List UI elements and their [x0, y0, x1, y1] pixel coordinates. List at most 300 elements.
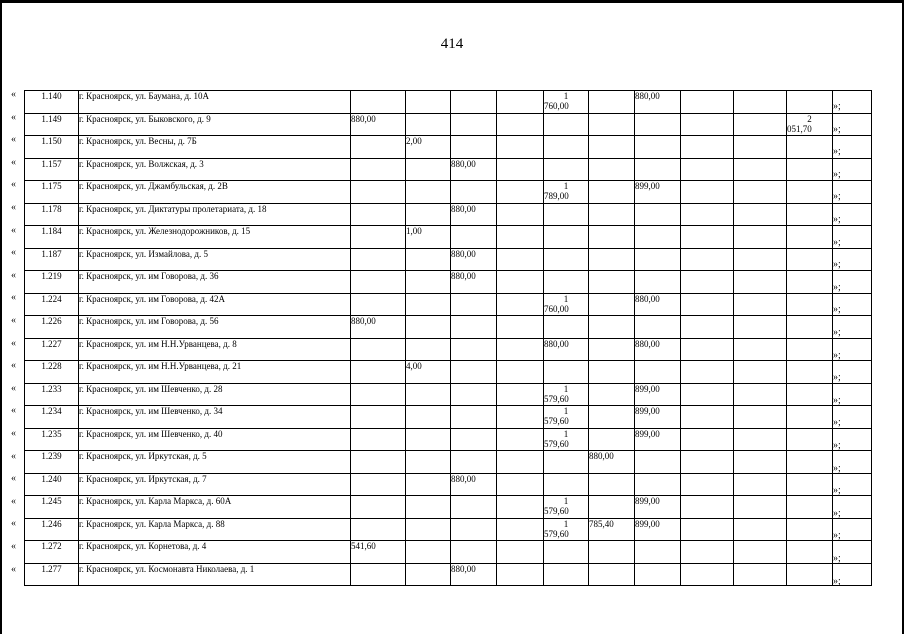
- table-row: [25, 473, 872, 496]
- value-cell-9: [734, 248, 787, 271]
- value-cell-7: [635, 541, 681, 564]
- value-cell-7: [635, 473, 681, 496]
- row-code: 1.277: [25, 563, 79, 586]
- value-cell-2: [406, 518, 451, 541]
- value-cell-2: [406, 496, 451, 519]
- table-row: [25, 518, 872, 541]
- table-row: [25, 361, 872, 384]
- table-row: [25, 451, 872, 474]
- value-cell-6: [589, 316, 635, 339]
- value-cell-2: [406, 451, 451, 474]
- value-cell-8: [681, 428, 734, 451]
- row-code: 1.228: [25, 361, 79, 384]
- value-cell-6: [589, 271, 635, 294]
- value-cell-10: [787, 316, 833, 339]
- value-cell-6: [589, 541, 635, 564]
- table-row: [25, 541, 872, 564]
- value-cell-7: [635, 316, 681, 339]
- value-cell-5: [544, 451, 589, 474]
- row-end-mark: »;: [833, 259, 841, 271]
- value-cell-7: 899,00: [635, 406, 681, 429]
- row-code: 1.184: [25, 226, 79, 249]
- value-cell-1: 880,00: [351, 113, 406, 136]
- value-cell-6: [589, 113, 635, 136]
- row-address: г. Красноярск, ул. им Н.Н.Урванцева, д. 8: [79, 338, 351, 361]
- value-cell-5: [544, 271, 589, 294]
- value-cell-3: [451, 383, 497, 406]
- value-cell-9: [734, 383, 787, 406]
- value-cell-7: 899,00: [635, 518, 681, 541]
- value-cell-1: [351, 518, 406, 541]
- value-cell-8: [681, 271, 734, 294]
- value-cell-10: [787, 383, 833, 406]
- value-cell-5: [544, 563, 589, 586]
- value-cell-8: [681, 473, 734, 496]
- row-end-mark: »;: [833, 462, 841, 474]
- value-cell-1: [351, 226, 406, 249]
- row-end-mark: »;: [833, 372, 841, 384]
- value-cell-1: [351, 338, 406, 361]
- tariff-table: [24, 90, 872, 586]
- value-cell-4: [497, 338, 544, 361]
- value-cell-2: [406, 383, 451, 406]
- open-quote-mark: «: [11, 495, 16, 507]
- value-cell-6: [589, 158, 635, 181]
- row-code: 1.149: [25, 113, 79, 136]
- open-quote-mark: «: [11, 382, 16, 394]
- value-cell-1: [351, 563, 406, 586]
- value-cell-2: [406, 338, 451, 361]
- open-quote-mark: «: [11, 315, 16, 326]
- value-cell-1: [351, 428, 406, 451]
- value-cell-7: 899,00: [635, 496, 681, 519]
- value-cell-4: [497, 226, 544, 249]
- value-cell-8: [681, 451, 734, 474]
- value-cell-3: 880,00: [451, 203, 497, 226]
- value-cell-7: 899,00: [635, 428, 681, 451]
- value-cell-9: [734, 406, 787, 429]
- value-cell-5: [544, 226, 589, 249]
- open-quote-mark: «: [11, 541, 16, 552]
- value-cell-7: [635, 136, 681, 159]
- open-quote-mark: «: [11, 292, 16, 304]
- value-cell-10: [787, 361, 833, 384]
- value-cell-7: 880,00: [635, 293, 681, 316]
- value-cell-9: [734, 518, 787, 541]
- value-cell-9: [734, 203, 787, 226]
- value-cell-2: 4,00: [406, 361, 451, 384]
- value-cell-8: [681, 383, 734, 406]
- value-cell-2: [406, 563, 451, 586]
- value-cell-6: [589, 496, 635, 519]
- value-cell-1: [351, 181, 406, 204]
- value-cell-7: [635, 203, 681, 226]
- value-cell-5: 1 760,00: [544, 293, 589, 316]
- row-address: г. Красноярск, ул. Измайлова, д. 5: [79, 248, 351, 271]
- value-cell-4: [497, 451, 544, 474]
- table-row: [25, 113, 872, 136]
- open-quote-mark: «: [11, 247, 16, 259]
- page-top-border: [0, 0, 904, 3]
- table-row: [25, 271, 872, 294]
- value-cell-4: [497, 293, 544, 316]
- value-cell-6: [589, 226, 635, 249]
- value-cell-8: [681, 541, 734, 564]
- value-cell-4: [497, 361, 544, 384]
- table-row: [25, 248, 872, 271]
- value-cell-4: [497, 91, 544, 114]
- row-code: 1.224: [25, 293, 79, 316]
- open-quote-mark: «: [11, 156, 16, 168]
- value-cell-6: [589, 473, 635, 496]
- value-cell-3: 880,00: [451, 473, 497, 496]
- row-address: г. Красноярск, ул. Железнодорожников, д. 15: [79, 226, 351, 249]
- value-cell-3: [451, 496, 497, 519]
- row-code: 1.246: [25, 518, 79, 541]
- value-cell-1: 880,00: [351, 316, 406, 339]
- value-cell-2: [406, 248, 451, 271]
- row-end-mark: »;: [833, 507, 841, 519]
- value-cell-5: [544, 113, 589, 136]
- value-cell-3: [451, 361, 497, 384]
- value-cell-8: [681, 113, 734, 136]
- row-code: 1.178: [25, 203, 79, 226]
- value-cell-9: [734, 563, 787, 586]
- value-cell-7: 880,00: [635, 91, 681, 114]
- value-cell-10: [787, 293, 833, 316]
- value-cell-8: [681, 91, 734, 114]
- value-cell-4: [497, 541, 544, 564]
- value-cell-5: 1 579,60: [544, 496, 589, 519]
- value-cell-10: [787, 451, 833, 474]
- value-cell-4: [497, 406, 544, 429]
- value-cell-4: [497, 181, 544, 204]
- value-cell-4: [497, 383, 544, 406]
- value-cell-6: [589, 203, 635, 226]
- row-end-mark: »;: [833, 575, 841, 587]
- value-cell-3: [451, 136, 497, 159]
- open-quote-mark: «: [11, 360, 16, 372]
- value-cell-4: [497, 316, 544, 339]
- value-cell-3: [451, 293, 497, 316]
- value-cell-4: [497, 203, 544, 226]
- open-quote-mark: «: [11, 111, 16, 123]
- value-cell-2: 1,00: [406, 226, 451, 249]
- value-cell-7: [635, 271, 681, 294]
- row-end-mark: »;: [833, 553, 841, 564]
- value-cell-5: [544, 203, 589, 226]
- row-address: г. Красноярск, ул. Иркутская, д. 7: [79, 473, 351, 496]
- row-end-mark: »;: [833, 485, 841, 497]
- page-number: 414: [440, 36, 464, 52]
- value-cell-5: [544, 361, 589, 384]
- row-end-mark: »;: [833, 530, 841, 542]
- value-cell-10: [787, 541, 833, 564]
- value-cell-1: [351, 136, 406, 159]
- value-cell-9: [734, 316, 787, 339]
- open-quote-mark: «: [11, 428, 16, 439]
- value-cell-3: 880,00: [451, 158, 497, 181]
- value-cell-8: [681, 293, 734, 316]
- value-cell-9: [734, 473, 787, 496]
- row-address: г. Красноярск, ул. Диктатуры пролетариата, д. 18: [79, 203, 351, 226]
- value-cell-10: [787, 136, 833, 159]
- value-cell-6: [589, 181, 635, 204]
- row-end-mark: »;: [833, 281, 841, 293]
- row-code: 1.226: [25, 316, 79, 339]
- row-end-mark: »;: [833, 214, 841, 225]
- row-code: 1.157: [25, 158, 79, 181]
- value-cell-1: [351, 293, 406, 316]
- table-row: [25, 226, 872, 249]
- value-cell-3: [451, 338, 497, 361]
- row-address: г. Красноярск, ул. Баумана, д. 10А: [79, 91, 351, 114]
- value-cell-2: [406, 271, 451, 294]
- value-cell-8: [681, 406, 734, 429]
- value-cell-6: [589, 428, 635, 451]
- value-cell-10: [787, 518, 833, 541]
- value-cell-1: [351, 406, 406, 429]
- value-cell-5: [544, 248, 589, 271]
- value-cell-6: [589, 338, 635, 361]
- open-quote-mark: «: [11, 450, 16, 462]
- value-cell-9: [734, 428, 787, 451]
- open-quote-mark: «: [11, 563, 16, 575]
- row-address: г. Красноярск, ул. Быковского, д. 9: [79, 113, 351, 136]
- value-cell-8: [681, 226, 734, 249]
- value-cell-5: 880,00: [544, 338, 589, 361]
- value-cell-9: [734, 181, 787, 204]
- row-end-mark: »;: [833, 236, 841, 248]
- row-end-mark: »;: [833, 440, 841, 451]
- value-cell-7: 899,00: [635, 181, 681, 204]
- value-cell-6: [589, 361, 635, 384]
- value-cell-6: [589, 406, 635, 429]
- value-cell-3: [451, 518, 497, 541]
- value-cell-6: [589, 248, 635, 271]
- value-cell-5: 1 579,60: [544, 406, 589, 429]
- value-cell-9: [734, 271, 787, 294]
- open-quote-mark: «: [11, 518, 16, 530]
- row-end-mark: »;: [833, 146, 841, 158]
- value-cell-1: [351, 248, 406, 271]
- value-cell-10: [787, 203, 833, 226]
- value-cell-4: [497, 518, 544, 541]
- open-quote-mark: «: [11, 473, 16, 485]
- value-cell-5: [544, 316, 589, 339]
- value-cell-9: [734, 293, 787, 316]
- table-row: [25, 563, 872, 586]
- value-cell-6: [589, 563, 635, 586]
- row-code: 1.235: [25, 428, 79, 451]
- value-cell-5: [544, 136, 589, 159]
- value-cell-5: [544, 158, 589, 181]
- value-cell-2: [406, 406, 451, 429]
- value-cell-8: [681, 496, 734, 519]
- value-cell-5: 1 579,60: [544, 428, 589, 451]
- row-code: 1.150: [25, 136, 79, 159]
- value-cell-2: 2,00: [406, 136, 451, 159]
- value-cell-8: [681, 158, 734, 181]
- value-cell-4: [497, 473, 544, 496]
- row-end-mark: »;: [833, 191, 841, 203]
- table-row: [25, 316, 872, 339]
- value-cell-2: [406, 473, 451, 496]
- value-cell-4: [497, 136, 544, 159]
- value-cell-10: [787, 248, 833, 271]
- row-code: 1.234: [25, 406, 79, 429]
- value-cell-9: [734, 136, 787, 159]
- value-cell-5: 1 579,60: [544, 383, 589, 406]
- value-cell-3: [451, 428, 497, 451]
- row-code: 1.245: [25, 496, 79, 519]
- value-cell-9: [734, 91, 787, 114]
- open-quote-mark: «: [11, 89, 16, 100]
- value-cell-3: [451, 91, 497, 114]
- row-end-mark: »;: [833, 101, 841, 112]
- table-row: [25, 91, 872, 114]
- value-cell-9: [734, 226, 787, 249]
- value-cell-3: [451, 406, 497, 429]
- value-cell-6: [589, 383, 635, 406]
- row-address: г. Красноярск, ул. Космонавта Николаева, д. 1: [79, 563, 351, 586]
- value-cell-4: [497, 113, 544, 136]
- table-row: [25, 496, 872, 519]
- row-address: г. Красноярск, ул. им Шевченко, д. 28: [79, 383, 351, 406]
- value-cell-6: [589, 136, 635, 159]
- table-body: [25, 91, 872, 586]
- value-cell-8: [681, 181, 734, 204]
- row-address: г. Красноярск, ул. Карла Маркса, д. 88: [79, 518, 351, 541]
- open-quote-mark: «: [11, 224, 16, 236]
- value-cell-1: 541,60: [351, 541, 406, 564]
- value-cell-8: [681, 203, 734, 226]
- value-cell-7: [635, 248, 681, 271]
- value-cell-9: [734, 113, 787, 136]
- row-end-mark: »;: [833, 417, 841, 429]
- table-row: [25, 158, 872, 181]
- value-cell-8: [681, 316, 734, 339]
- value-cell-7: [635, 113, 681, 136]
- value-cell-2: [406, 203, 451, 226]
- open-quote-mark: «: [11, 269, 16, 281]
- row-address: г. Красноярск, ул. Иркутская, д. 5: [79, 451, 351, 474]
- value-cell-10: 2 051,70: [787, 113, 833, 136]
- row-code: 1.240: [25, 473, 79, 496]
- row-address: г. Красноярск, ул. им Говорова, д. 42А: [79, 293, 351, 316]
- value-cell-3: 880,00: [451, 563, 497, 586]
- row-address: г. Красноярск, ул. Волжская, д. 3: [79, 158, 351, 181]
- table-row: [25, 383, 872, 406]
- open-quote-mark: «: [11, 405, 16, 417]
- row-code: 1.272: [25, 541, 79, 564]
- row-end-mark: »;: [833, 394, 841, 406]
- open-quote-mark: «: [11, 337, 16, 349]
- row-address: г. Красноярск, ул. им Говорова, д. 56: [79, 316, 351, 339]
- open-quote-mark: «: [11, 202, 16, 213]
- value-cell-10: [787, 91, 833, 114]
- value-cell-8: [681, 361, 734, 384]
- value-cell-1: [351, 271, 406, 294]
- table-row: [25, 136, 872, 159]
- table-row: [25, 181, 872, 204]
- value-cell-2: [406, 541, 451, 564]
- value-cell-10: [787, 181, 833, 204]
- value-cell-3: 880,00: [451, 248, 497, 271]
- value-cell-10: [787, 563, 833, 586]
- value-cell-4: [497, 496, 544, 519]
- value-cell-4: [497, 563, 544, 586]
- value-cell-4: [497, 158, 544, 181]
- value-cell-1: [351, 91, 406, 114]
- value-cell-4: [497, 428, 544, 451]
- value-cell-2: [406, 91, 451, 114]
- value-cell-9: [734, 451, 787, 474]
- row-code: 1.187: [25, 248, 79, 271]
- value-cell-1: [351, 383, 406, 406]
- value-cell-1: [351, 158, 406, 181]
- value-cell-2: [406, 428, 451, 451]
- row-address: г. Красноярск, ул. им Шевченко, д. 40: [79, 428, 351, 451]
- value-cell-6: [589, 293, 635, 316]
- table-row: [25, 203, 872, 226]
- value-cell-2: [406, 113, 451, 136]
- row-address: г. Красноярск, ул. Джамбульская, д. 2В: [79, 181, 351, 204]
- value-cell-1: [351, 361, 406, 384]
- row-code: 1.239: [25, 451, 79, 474]
- value-cell-6: [589, 91, 635, 114]
- row-address: г. Красноярск, ул. Карла Маркса, д. 60А: [79, 496, 351, 519]
- row-address: г. Красноярск, ул. Весны, д. 7Б: [79, 136, 351, 159]
- value-cell-7: [635, 158, 681, 181]
- value-cell-2: [406, 293, 451, 316]
- value-cell-7: [635, 451, 681, 474]
- row-address: г. Красноярск, ул. им Говорова, д. 36: [79, 271, 351, 294]
- value-cell-3: [451, 226, 497, 249]
- table-row: [25, 293, 872, 316]
- value-cell-6: 880,00: [589, 451, 635, 474]
- value-cell-10: [787, 428, 833, 451]
- value-cell-9: [734, 361, 787, 384]
- value-cell-3: [451, 316, 497, 339]
- value-cell-5: [544, 473, 589, 496]
- row-end-mark: »;: [833, 168, 841, 180]
- value-cell-9: [734, 496, 787, 519]
- value-cell-8: [681, 563, 734, 586]
- row-code: 1.233: [25, 383, 79, 406]
- value-cell-9: [734, 541, 787, 564]
- value-cell-8: [681, 136, 734, 159]
- value-cell-10: [787, 226, 833, 249]
- value-cell-7: 899,00: [635, 383, 681, 406]
- row-address: г. Красноярск, ул. Корнетова, д. 4: [79, 541, 351, 564]
- value-cell-4: [497, 248, 544, 271]
- value-cell-3: [451, 451, 497, 474]
- value-cell-8: [681, 248, 734, 271]
- table-row: [25, 338, 872, 361]
- value-cell-9: [734, 158, 787, 181]
- value-cell-5: [544, 541, 589, 564]
- value-cell-6: 785,40: [589, 518, 635, 541]
- value-cell-10: [787, 406, 833, 429]
- row-end-mark: »;: [833, 327, 841, 338]
- value-cell-8: [681, 338, 734, 361]
- value-cell-7: [635, 563, 681, 586]
- open-quote-mark: «: [11, 179, 16, 191]
- value-cell-2: [406, 158, 451, 181]
- value-cell-10: [787, 158, 833, 181]
- value-cell-2: [406, 316, 451, 339]
